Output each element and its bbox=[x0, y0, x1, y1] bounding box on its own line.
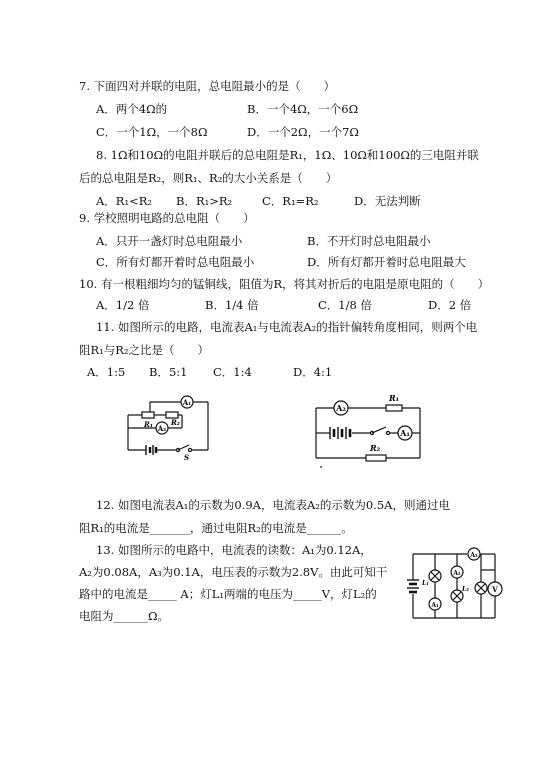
circuit-diagram-q11 bbox=[120, 388, 220, 468]
stray-dot bbox=[320, 466, 322, 468]
label-s: S bbox=[184, 453, 190, 462]
label-r1: R₁ bbox=[144, 420, 153, 429]
battery-icon bbox=[146, 445, 156, 455]
q8-line1: 8. 1Ω和10Ω的电阻并联后的总电阻是R₁，1Ω、10Ω和100Ω的三电阻并联 bbox=[96, 148, 479, 162]
q11-option-c: C．1:4 bbox=[213, 365, 252, 379]
q13-line2: A₂为0.08A，A₃为0.1A，电压表的示数为2.8V。由此可知干 bbox=[79, 565, 388, 579]
label-v: V bbox=[492, 585, 498, 594]
resistor-r1 bbox=[386, 405, 402, 411]
label-a2: A₂ bbox=[453, 570, 461, 577]
q7-option-c: C．一个1Ω，一个8Ω bbox=[96, 125, 208, 139]
label-r2: R₂ bbox=[370, 443, 381, 453]
q9-option-c: C．所有灯都开着时总电阻最小 bbox=[96, 255, 255, 269]
q7-option-b: B．一个4Ω，一个6Ω bbox=[247, 102, 359, 116]
q8-option-b: B．R₁>R₂ bbox=[176, 194, 233, 208]
switch-icon bbox=[176, 445, 191, 452]
q10-option-a: A．1/2 倍 bbox=[96, 298, 150, 312]
label-a1: A₁ bbox=[182, 398, 192, 407]
label-r2: R₂ bbox=[171, 418, 180, 427]
q11-line1: 11. 如图所示的电路，电流表A₁与电流表A₂的指针偏转角度相同，则两个电 bbox=[96, 320, 478, 334]
label-a1: A₁ bbox=[400, 428, 410, 438]
q10-option-c: C．1/8 倍 bbox=[318, 298, 372, 312]
circuit-diagram-q12 bbox=[308, 390, 428, 470]
lamp-right-icon bbox=[475, 582, 487, 594]
q10-option-b: B．1/4 倍 bbox=[205, 298, 259, 312]
label-r1: R₁ bbox=[389, 393, 400, 403]
battery-icon bbox=[407, 580, 419, 592]
q9-stem: 9. 学校照明电路的总电阻（ ） bbox=[79, 211, 255, 225]
label-a2: A₂ bbox=[336, 403, 346, 413]
circuit-diagram-q13 bbox=[405, 548, 503, 624]
q9-option-a: A．只开一盏灯时总电阻最小 bbox=[96, 234, 243, 248]
q11-option-a: A．1:5 bbox=[87, 365, 126, 379]
label-l2: L₂ bbox=[462, 586, 469, 593]
q13-line3: 路中的电流是_____ A；灯L₁两端的电压为_____V，灯L₂的 bbox=[79, 587, 377, 601]
q8-option-c: C．R₁=R₂ bbox=[262, 194, 319, 208]
q9-option-d: D．所有灯都开着时总电阻最大 bbox=[307, 255, 466, 269]
q10-option-d: D．2 倍 bbox=[428, 298, 472, 312]
q9-option-b: B．不开灯时总电阻最小 bbox=[307, 234, 431, 248]
q11-option-d: D．4:1 bbox=[293, 365, 333, 379]
label-l1: L₁ bbox=[422, 580, 429, 587]
q7-stem: 7. 下面四对并联的电阻，总电阻最小的是（ ） bbox=[79, 79, 336, 93]
q11-line2: 阻R₁与R₂之比是（ ） bbox=[79, 343, 210, 357]
q12-line2: 阻R₁的电流是_______，通过电阻R₂的电流是______。 bbox=[79, 521, 353, 535]
q8-line2: 后的总电阻是R₂，则R₁、R₂的大小关系是（ ） bbox=[79, 171, 338, 185]
q11-option-b: B．5:1 bbox=[149, 365, 188, 379]
q7-option-d: D．一个2Ω，一个7Ω bbox=[247, 125, 359, 139]
resistor-r1 bbox=[142, 412, 154, 418]
q10-stem: 10. 有一根粗细均匀的锰铜线，阻值为R，将其对折后的电阻是原电阻的（ ） bbox=[79, 277, 490, 291]
q8-option-a: A．R₁<R₂ bbox=[96, 194, 152, 208]
label-a2: A₂ bbox=[157, 424, 167, 433]
q7-option-a: A．两个4Ω的 bbox=[96, 102, 168, 116]
lamp-l1-icon bbox=[429, 570, 441, 582]
resistor-r2 bbox=[366, 455, 386, 461]
q13-line4: 电阻为______Ω。 bbox=[79, 609, 170, 623]
label-a1: A₁ bbox=[431, 602, 439, 609]
switch-icon bbox=[370, 427, 389, 435]
q12-line1: 12. 如图电流表A₁的示数为0.9A，电流表A₂的示数为0.5A，则通过电 bbox=[96, 498, 450, 512]
battery-icon bbox=[330, 427, 350, 439]
q8-option-d: D．无法判断 bbox=[354, 194, 421, 208]
label-a3: A₃ bbox=[470, 552, 478, 559]
q13-line1: 13. 如图所示的电路中，电流表的读数：A₁为0.12A， bbox=[96, 543, 372, 557]
